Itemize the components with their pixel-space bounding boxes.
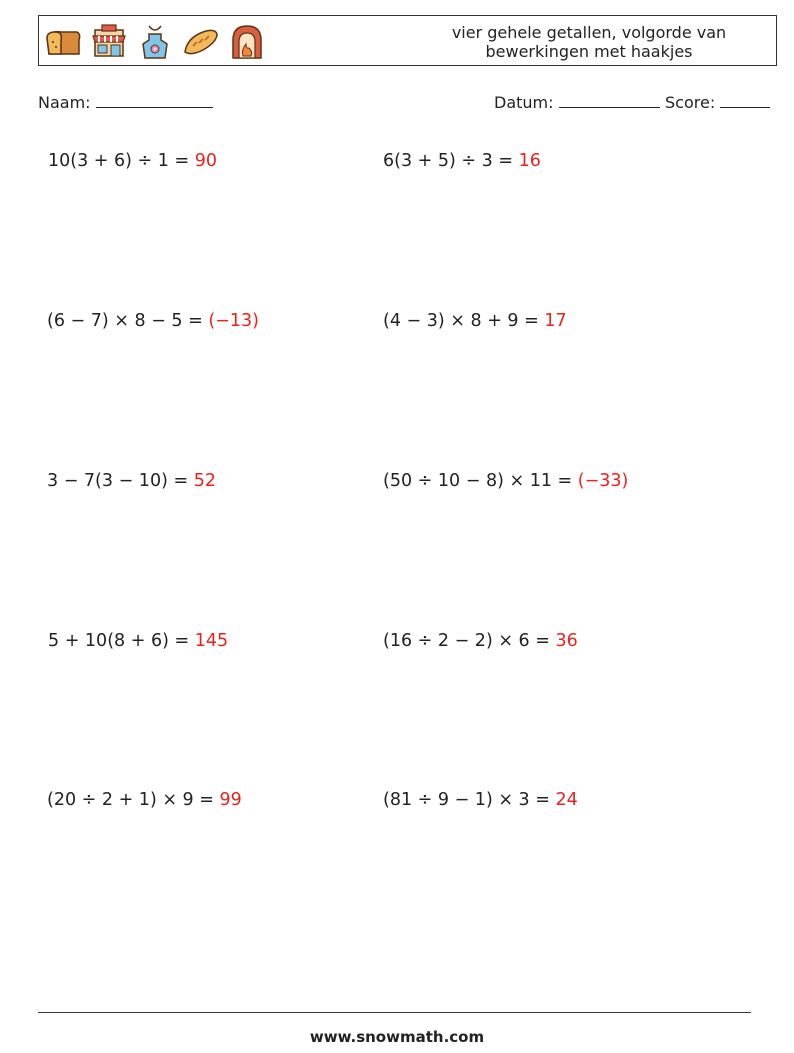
problem-expression: (6 − 7) × 8 − 5 = (47, 311, 209, 331)
worksheet-header (38, 15, 777, 66)
problem-answer: 145 (194, 631, 229, 651)
problem-item (383, 151, 541, 171)
score-label: Score: (665, 93, 716, 112)
problem-answer: 16 (518, 151, 541, 171)
title-line-1: vier gehele getallen, volgorde van (451, 23, 727, 42)
problem-answer: 90 (194, 151, 217, 171)
problem-item (48, 151, 217, 171)
worksheet-title (399, 23, 779, 61)
footer-site-link[interactable]: www.snowmath.com (309, 1028, 485, 1046)
problem-answer: 99 (219, 790, 242, 810)
problem-expression: (81 ÷ 9 − 1) × 3 = (383, 790, 556, 810)
problem-expression: (16 ÷ 2 − 2) × 6 = (383, 631, 556, 651)
problem-expression: 6(3 + 5) ÷ 3 = (383, 151, 519, 171)
date-label: Datum: (494, 93, 554, 112)
problem-expression: (50 ÷ 10 − 8) × 11 = (383, 471, 578, 491)
date-field (494, 93, 660, 112)
problem-answer: (−13) (208, 311, 259, 331)
date-blank[interactable] (559, 93, 660, 108)
problem-expression: (20 ÷ 2 + 1) × 9 = (47, 790, 220, 810)
problem-item (47, 311, 259, 331)
problem-answer: 17 (544, 311, 567, 331)
problem-answer: 52 (193, 471, 216, 491)
problem-item (383, 790, 578, 810)
bread-icon (43, 22, 83, 62)
baguette-icon (181, 22, 221, 62)
problem-item (383, 311, 567, 331)
name-field (38, 93, 213, 112)
score-field (665, 93, 770, 112)
bakery-shop-icon (89, 22, 129, 62)
problem-expression: 10(3 + 6) ÷ 1 = (48, 151, 195, 171)
name-label: Naam: (38, 93, 91, 112)
problem-item (383, 471, 628, 491)
apron-icon (135, 22, 175, 62)
problem-item (47, 471, 216, 491)
problem-answer: 24 (555, 790, 578, 810)
problem-answer: 36 (555, 631, 578, 651)
problem-expression: (4 − 3) × 8 + 9 = (383, 311, 545, 331)
problem-item (48, 631, 228, 651)
title-line-2: bewerkingen met haakjes (485, 42, 693, 61)
oven-icon (227, 22, 267, 62)
problem-answer: (−33) (577, 471, 629, 491)
icon-strip (43, 22, 267, 62)
problem-item (47, 790, 242, 810)
problem-item (383, 631, 578, 651)
score-blank[interactable] (720, 93, 770, 108)
name-blank[interactable] (96, 93, 213, 108)
problem-expression: 3 − 7(3 − 10) = (47, 471, 194, 491)
footer-divider (38, 1012, 751, 1013)
problem-expression: 5 + 10(8 + 6) = (48, 631, 195, 651)
